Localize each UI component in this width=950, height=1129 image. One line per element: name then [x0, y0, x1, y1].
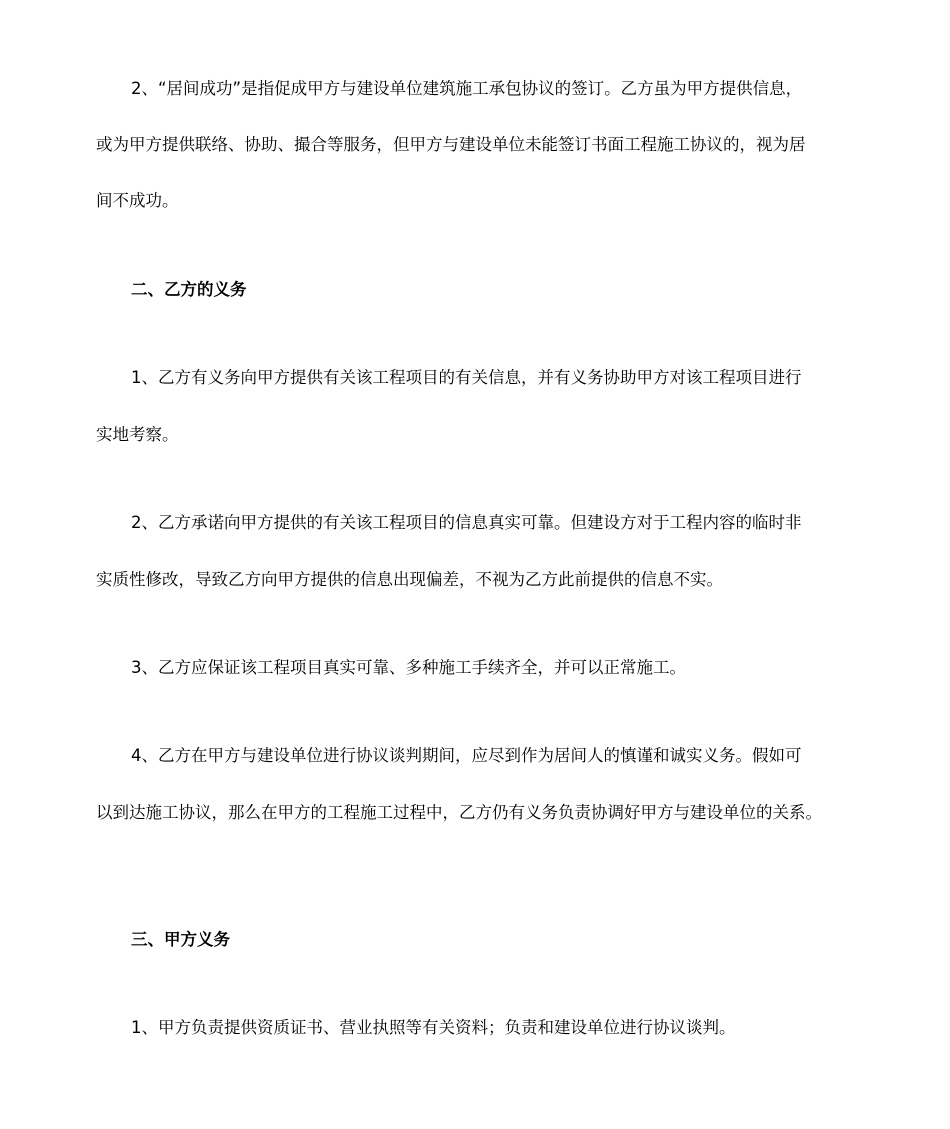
- paragraph-line: 或为甲方提供联络、协助、撮合等服务，但甲方与建设单位未能签订书面工程施工协议的，视为居: [96, 135, 806, 154]
- paragraph-line: 2、乙方承诺向甲方提供的有关该工程项目的信息真实可靠。但建设方对于工程内容的临时非: [131, 513, 802, 532]
- paragraph-line: 1、乙方有义务向甲方提供有关该工程项目的有关信息，并有义务协助甲方对该工程项目进行: [131, 368, 802, 387]
- paragraph-line: 以到达施工协议，那么在甲方的工程施工过程中，乙方仍有义务负责协调好甲方与建设单位的关系。: [96, 803, 822, 822]
- paragraph-line: 间不成功。: [96, 191, 179, 210]
- paragraph-line: 3、乙方应保证该工程项目真实可靠、多种施工手续齐全，并可以正常施工。: [131, 658, 686, 677]
- section-heading: 二、乙方的义务: [131, 280, 247, 299]
- paragraph-line: 实地考察。: [96, 425, 179, 444]
- section-heading: 三、甲方义务: [131, 930, 230, 949]
- paragraph-line: 实质性修改，导致乙方向甲方提供的信息出现偏差，不视为乙方此前提供的信息不实。: [96, 570, 723, 589]
- paragraph-line: 2、“居间成功”是指促成甲方与建设单位建筑施工承包协议的签订。乙方虽为甲方提供信息，: [131, 79, 803, 98]
- paragraph-line: 1、甲方负责提供资质证书、营业执照等有关资料；负责和建设单位进行协议谈判。: [131, 1018, 736, 1037]
- paragraph-line: 4、乙方在甲方与建设单位进行协议谈判期间，应尽到作为居间人的慎谨和诚实义务。假如可: [131, 746, 802, 765]
